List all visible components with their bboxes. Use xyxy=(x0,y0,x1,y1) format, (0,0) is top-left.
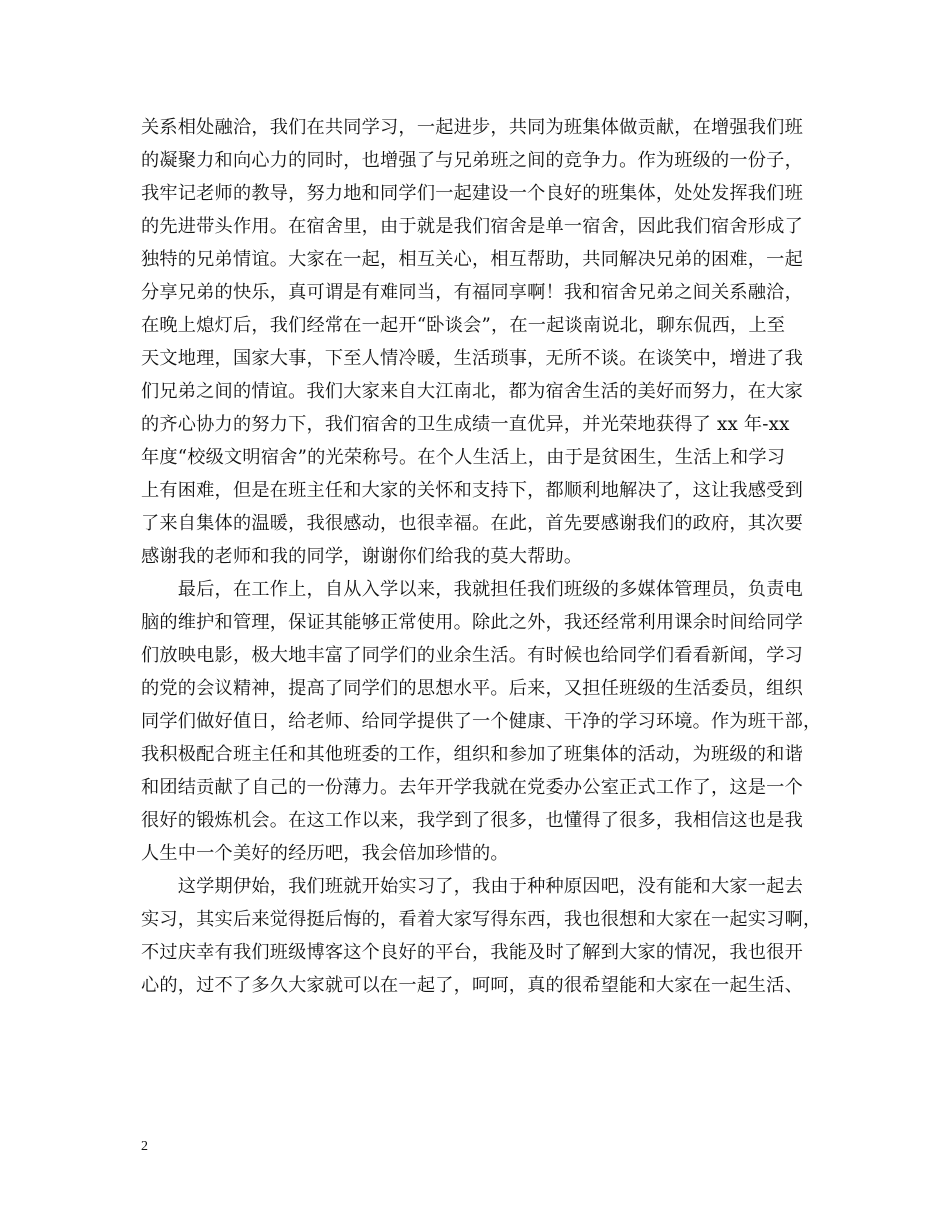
page-number: 2 xyxy=(141,1139,148,1154)
paragraph-start-line: 最后，在工作上，自从入学以来，我就担任我们班级的多媒体管理员，负责电 xyxy=(141,579,803,600)
text-line: 不过庆幸有我们班级博客这个良好的平台，我能及时了解到大家的情况，我也很开 xyxy=(141,942,803,963)
text-line: 很好的锻炼机会。在这工作以来，我学到了很多，也懂得了很多，我相信这也是我 xyxy=(141,810,803,831)
text-line: 年度“校级文明宿舍”的光荣称号。在个人生活上，由于是贫困生，生活上和学习 xyxy=(141,447,786,468)
text-line: 们放映电影，极大地丰富了同学们的业余生活。有时候也给同学们看看新闻，学习 xyxy=(141,645,803,666)
text-line: 们兄弟之间的情谊。我们大家来自大江南北，都为宿舍生活的美好而努力，在大家 xyxy=(141,381,803,402)
text-line: 分享兄弟的快乐，真可谓是有难同当，有福同享啊！我和宿舍兄弟之间关系融洽， xyxy=(141,282,803,303)
text-line: 的党的会议精神，提高了同学们的思想水平。后来，又担任班级的生活委员，组织 xyxy=(141,678,803,699)
text-line: 的齐心协力的努力下，我们宿舍的卫生成绩一直优异，并光荣地获得了 xx 年-xx xyxy=(141,414,790,435)
text-line: 关系相处融洽，我们在共同学习，一起进步，共同为班集体做贡献，在增强我们班 xyxy=(141,117,803,138)
text-line: 心的，过不了多久大家就可以在一起了，呵呵，真的很希望能和大家在一起生活、 xyxy=(141,975,803,996)
text-line: 实习，其实后来觉得挺后悔的，看着大家写得东西，我也很想和大家在一起实习啊， xyxy=(141,909,822,930)
text-line: 我牢记老师的教导，努力地和同学们一起建设一个良好的班集体，处处发挥我们班 xyxy=(141,183,803,204)
text-line: 了来自集体的温暖，我很感动，也很幸福。在此，首先要感谢我们的政府，其次要 xyxy=(141,513,803,534)
text-line: 我积极配合班主任和其他班委的工作，组织和参加了班集体的活动，为班级的和谐 xyxy=(141,744,803,765)
text-line: 上有困难，但是在班主任和大家的关怀和支持下，都顺利地解决了，这让我感受到 xyxy=(141,480,803,501)
text-line: 脑的维护和管理，保证其能够正常使用。除此之外，我还经常利用课余时间给同学 xyxy=(141,612,803,633)
text-line: 和团结贡献了自己的一份薄力。去年开学我就在党委办公室正式工作了，这是一个 xyxy=(141,777,803,798)
text-line: 天文地理，国家大事，下至人情冷暖，生活琐事，无所不谈。在谈笑中，增进了我 xyxy=(141,348,803,369)
paragraph-start-line: 这学期伊始，我们班就开始实习了，我由于种种原因吧，没有能和大家一起去 xyxy=(141,876,803,897)
text-line: 在晚上熄灯后，我们经常在一起开“卧谈会”，在一起谈南说北，聊东侃西，上至 xyxy=(141,315,786,336)
text-line: 人生中一个美好的经历吧，我会倍加珍惜的。 xyxy=(141,843,509,864)
text-line: 同学们做好值日，给老师、给同学提供了一个健康、干净的学习环境。作为班干部， xyxy=(141,711,822,732)
text-line: 的先进带头作用。在宿舍里，由于就是我们宿舍是单一宿舍，因此我们宿舍形成了 xyxy=(141,216,803,237)
text-line: 的凝聚力和向心力的同时，也增强了与兄弟班之间的竞争力。作为班级的一份子， xyxy=(141,150,803,171)
text-line: 感谢我的老师和我的同学，谢谢你们给我的莫大帮助。 xyxy=(141,546,583,567)
text-line: 独特的兄弟情谊。大家在一起，相互关心，相互帮助，共同解决兄弟的困难，一起 xyxy=(141,249,803,270)
